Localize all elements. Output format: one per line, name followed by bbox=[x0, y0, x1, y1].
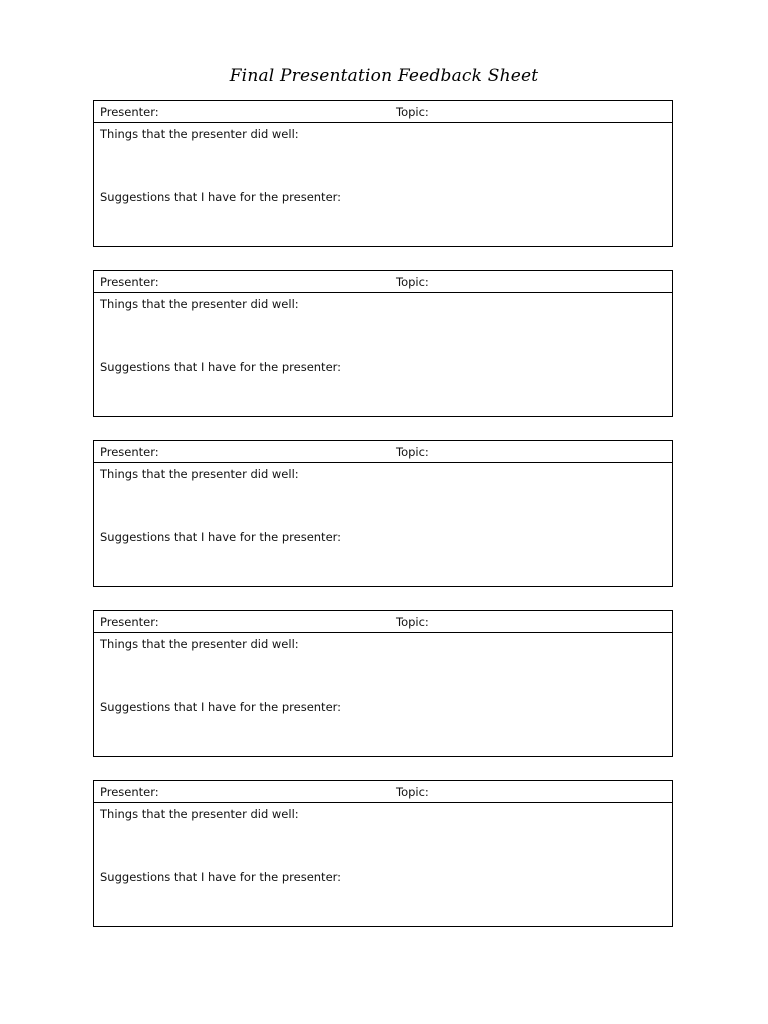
did-well-field[interactable]: Things that the presenter did well: bbox=[100, 297, 299, 311]
did-well-field[interactable]: Things that the presenter did well: bbox=[100, 467, 299, 481]
suggestions-field[interactable]: Suggestions that I have for the presenter: bbox=[100, 190, 342, 204]
did-well-field[interactable]: Things that the presenter did well: bbox=[100, 127, 299, 141]
topic-field[interactable]: Topic: bbox=[396, 615, 429, 629]
form-header bbox=[94, 441, 672, 463]
presenter-field[interactable]: Presenter: bbox=[100, 275, 159, 289]
page-title: Final Presentation Feedback Sheet bbox=[229, 66, 539, 86]
presenter-field[interactable]: Presenter: bbox=[100, 445, 159, 459]
presenter-field[interactable]: Presenter: bbox=[100, 615, 159, 629]
form-header bbox=[94, 781, 672, 803]
form-header bbox=[94, 101, 672, 123]
did-well-field[interactable]: Things that the presenter did well: bbox=[100, 637, 299, 651]
feedback-form-1 bbox=[93, 100, 673, 247]
form-header bbox=[94, 271, 672, 293]
feedback-form-3 bbox=[93, 440, 673, 587]
topic-field[interactable]: Topic: bbox=[396, 445, 429, 459]
did-well-field[interactable]: Things that the presenter did well: bbox=[100, 807, 299, 821]
suggestions-field[interactable]: Suggestions that I have for the presenter: bbox=[100, 700, 342, 714]
topic-field[interactable]: Topic: bbox=[396, 785, 429, 799]
suggestions-field[interactable]: Suggestions that I have for the presenter: bbox=[100, 530, 342, 544]
feedback-form-2 bbox=[93, 270, 673, 417]
presenter-field[interactable]: Presenter: bbox=[100, 785, 159, 799]
suggestions-field[interactable]: Suggestions that I have for the presenter: bbox=[100, 360, 342, 374]
feedback-form-5 bbox=[93, 780, 673, 927]
feedback-form-4 bbox=[93, 610, 673, 757]
topic-field[interactable]: Topic: bbox=[396, 105, 429, 119]
form-header bbox=[94, 611, 672, 633]
topic-field[interactable]: Topic: bbox=[396, 275, 429, 289]
presenter-field[interactable]: Presenter: bbox=[100, 105, 159, 119]
suggestions-field[interactable]: Suggestions that I have for the presenter: bbox=[100, 870, 342, 884]
